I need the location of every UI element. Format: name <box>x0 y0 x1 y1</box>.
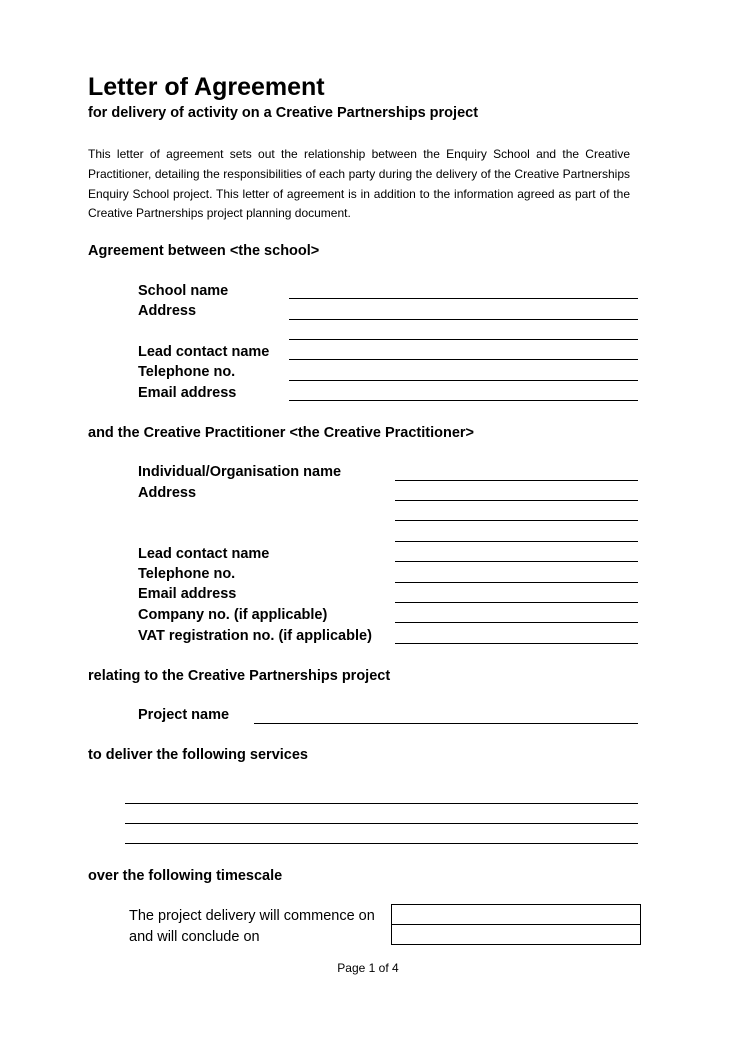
school-lead-contact-field[interactable] <box>289 359 638 360</box>
practitioner-vat-no-field[interactable] <box>395 643 638 644</box>
practitioner-telephone-label: Telephone no. <box>138 566 236 582</box>
practitioner-vat-no-label: VAT registration no. (if applicable) <box>138 628 372 644</box>
school-name-label: School name <box>138 283 229 299</box>
practitioner-org-name-field[interactable] <box>395 480 638 481</box>
services-field-line-2[interactable] <box>125 823 638 824</box>
practitioner-company-no-label: Company no. (if applicable) <box>138 607 328 623</box>
practitioner-lead-contact-label: Lead contact name <box>138 546 270 562</box>
services-section-heading: to deliver the following services <box>88 747 308 763</box>
school-email-field[interactable] <box>289 400 638 401</box>
school-email-label: Email address <box>138 385 237 401</box>
services-field-line-1[interactable] <box>125 803 638 804</box>
school-telephone-label: Telephone no. <box>138 364 236 380</box>
school-address-label: Address <box>138 303 197 319</box>
school-lead-contact-label: Lead contact name <box>138 344 270 360</box>
page-number: Page 1 of 4 <box>337 961 399 975</box>
timescale-section-heading: over the following timescale <box>88 868 283 884</box>
document-title: Letter of Agreement <box>88 73 325 101</box>
practitioner-section-heading: and the Creative Practitioner <the Creative Practitioner> <box>88 425 474 441</box>
conclude-date-field[interactable] <box>391 924 641 945</box>
intro-paragraph: This letter of agreement sets out the relationship between the Enquiry School and the Creative Practitioner, detailing the responsibilities of each party during the delivery of the Creative Partnerships Enquiry School project. This letter of agreement is in addition to the information agreed as part of the Creative Partnerships project planning document. <box>88 147 630 221</box>
practitioner-email-label: Email address <box>138 586 237 602</box>
project-name-label: Project name <box>138 707 230 723</box>
services-field-line-3[interactable] <box>125 843 638 844</box>
commence-date-field[interactable] <box>391 904 641 925</box>
school-section-heading: Agreement between <the school> <box>88 243 320 259</box>
practitioner-company-no-field[interactable] <box>395 622 638 623</box>
practitioner-address-field-line-2[interactable] <box>395 520 638 521</box>
practitioner-lead-contact-field[interactable] <box>395 561 638 562</box>
project-section-heading: relating to the Creative Partnerships project <box>88 668 391 684</box>
school-address-field-line-2[interactable] <box>289 339 638 340</box>
school-telephone-field[interactable] <box>289 380 638 381</box>
conclude-label: and will conclude on <box>129 929 260 945</box>
practitioner-telephone-field[interactable] <box>395 582 638 583</box>
practitioner-address-field-line-3[interactable] <box>395 541 638 542</box>
practitioner-email-field[interactable] <box>395 602 638 603</box>
practitioner-address-label: Address <box>138 485 197 501</box>
school-name-field[interactable] <box>289 298 638 299</box>
school-address-field-line-1[interactable] <box>289 319 638 320</box>
project-name-field[interactable] <box>254 723 638 724</box>
practitioner-address-field-line-1[interactable] <box>395 500 638 501</box>
practitioner-org-name-label: Individual/Organisation name <box>138 464 342 480</box>
document-subtitle: for delivery of activity on a Creative Partnerships project <box>88 105 479 121</box>
commence-label: The project delivery will commence on <box>129 908 375 924</box>
